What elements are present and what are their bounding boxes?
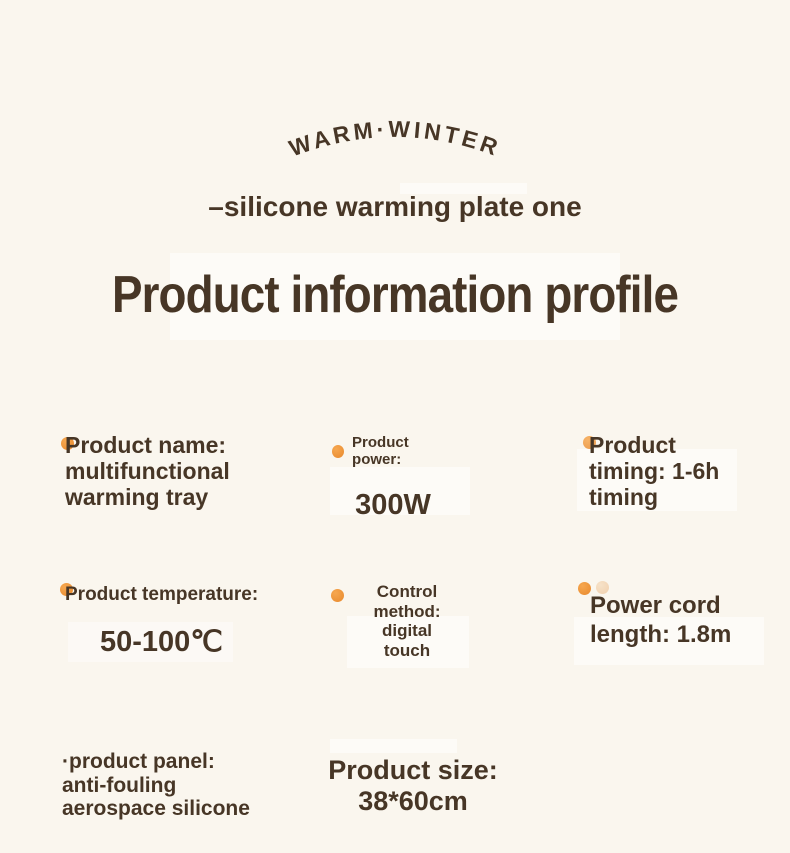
spec-value: 300W — [355, 489, 431, 521]
bullet-dot-icon — [331, 589, 344, 602]
spec-product-name — [65, 432, 230, 510]
spec-line: method: — [373, 601, 441, 621]
spec-label: Product temperature: — [65, 584, 259, 605]
spec-line: touch — [383, 640, 431, 660]
spec-line: timing — [589, 484, 658, 510]
spec-line: digital — [381, 621, 433, 640]
spec-label-row — [332, 434, 454, 468]
spec-line: Product name: — [65, 432, 227, 458]
bullet-dot-icon — [332, 445, 344, 458]
spec-line: warming tray — [65, 484, 209, 510]
spec-line: Product size: — [328, 755, 498, 785]
spec-product-power — [332, 434, 454, 522]
product-subtitle: –silicone warming plate one — [208, 191, 582, 222]
brand-text: WARM·WINTER — [285, 115, 505, 162]
spec-product-size — [313, 755, 513, 817]
spec-line: anti-fouling — [62, 773, 177, 797]
spec-control-method — [352, 582, 462, 660]
spec-product-panel — [62, 750, 250, 821]
spec-line: Power cord — [590, 592, 721, 619]
spec-product-timing — [589, 432, 719, 510]
brand-arch-text — [235, 96, 555, 176]
page-title: Product information profile — [111, 266, 679, 324]
spec-line: multifunctional — [65, 458, 230, 484]
spec-line: Control — [376, 582, 438, 601]
spec-product-temperature — [65, 584, 258, 659]
spec-power-cord-length — [590, 591, 731, 649]
spec-label: Product power: — [352, 434, 409, 468]
spec-line: ·product panel: — [62, 750, 215, 773]
highlight-band — [330, 739, 457, 753]
spec-line: timing: 1-6h — [589, 458, 720, 484]
spec-line: Product — [589, 432, 676, 458]
spec-line: length: 1.8m — [590, 621, 732, 648]
spec-line: aerospace silicone — [62, 797, 250, 820]
spec-value: 50-100℃ — [100, 626, 223, 658]
spec-line: 38*60cm — [358, 786, 468, 816]
